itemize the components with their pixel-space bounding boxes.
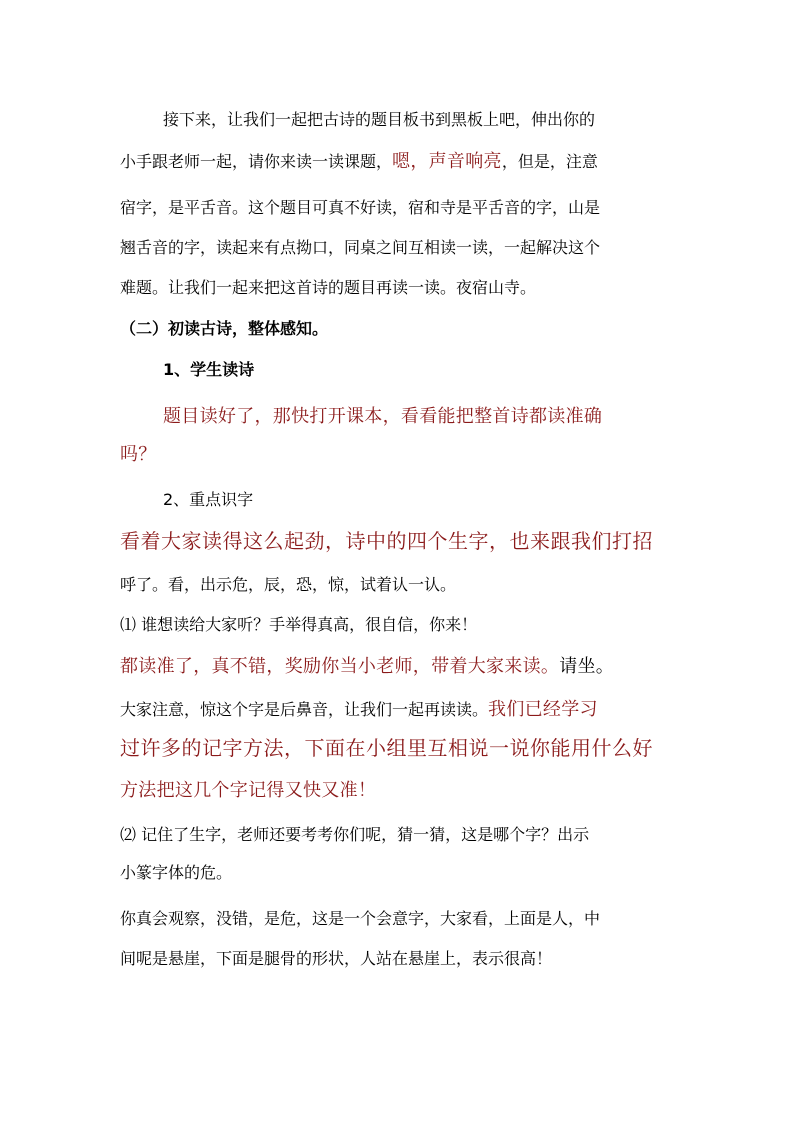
text-run-emphasis: 看着大家读得这么起劲，诗中的四个生字，也来跟我们打招 <box>120 529 653 553</box>
text-run-emphasis: 题目读好了，那快打开课本，看看能把整首诗都读准确 <box>163 406 603 427</box>
paragraph-line <box>163 402 602 428</box>
paragraph-line <box>120 275 536 298</box>
text-run: ，但是，注意 <box>501 152 598 171</box>
text-run: 小篆字体的危。 <box>120 863 233 882</box>
text-run: ⑵ 记住了生字，老师还要考考你们呢，猜一猜，这是哪个字？出示 <box>120 825 590 844</box>
paragraph-line <box>120 732 653 761</box>
subsection-heading-text: 1、学生读诗 <box>163 360 255 379</box>
paragraph-line <box>120 195 600 218</box>
text-run: 接下来，让我们一起把古诗的题目板书到黑板上吧，伸出你的 <box>163 110 596 129</box>
text-run-emphasis: 我们已经学习 <box>488 699 598 720</box>
subsection-heading-text: 2、重点识字 <box>163 490 254 509</box>
text-run: 请坐。 <box>559 656 615 677</box>
text-run: 小手跟老师一起，请你来读一读课题， <box>120 152 393 171</box>
text-run: 难题。让我们一起来把这首诗的题目再读一读。夜宿山寺。 <box>120 278 537 297</box>
text-run-emphasis: 吗？ <box>120 444 157 465</box>
subsection-heading <box>163 487 253 510</box>
paragraph-line <box>120 860 232 883</box>
section-heading-text: （二）初读古诗，整体感知。 <box>120 319 329 338</box>
text-run: 宿字，是平舌音。这个题目可真不好读，宿和寺是平舌音的字，山是 <box>120 198 601 217</box>
paragraph-line <box>120 572 456 595</box>
paragraph-line <box>120 612 477 635</box>
text-run-emphasis: 过许多的记字方法，下面在小组里互相说一说你能用什么好 <box>120 736 653 760</box>
text-run: 呼了。看，出示危，辰，恐，惊，试着认一认。 <box>120 575 457 594</box>
paragraph-line <box>120 652 614 678</box>
paragraph-line <box>120 440 157 466</box>
text-run: 你真会观察，没错，是危，这是一个会意字，大家看，上面是人，中 <box>120 909 601 928</box>
section-heading <box>120 316 328 339</box>
paragraph-line <box>120 525 653 554</box>
text-run-emphasis: 方法把这几个字记得又快又准！ <box>120 780 377 801</box>
paragraph-line <box>120 946 552 969</box>
paragraph-line <box>120 147 598 173</box>
paragraph-line <box>120 906 600 929</box>
text-run-emphasis: 嗯，声音响亮 <box>392 151 502 172</box>
text-run: 大家注意，惊这个字是后鼻音，让我们一起再读读。 <box>120 700 489 719</box>
text-run: ⑴ 谁想读给大家听？手举得真高，很自信，你来！ <box>120 615 478 634</box>
paragraph-line <box>163 107 595 130</box>
paragraph-line <box>120 776 376 802</box>
text-run-emphasis: 都读准了，真不错，奖励你当小老师，带着大家来读。 <box>120 656 560 677</box>
paragraph-line <box>120 822 589 845</box>
paragraph-line <box>120 695 598 721</box>
paragraph-line <box>120 235 600 258</box>
text-run: 间呢是悬崖，下面是腿骨的形状，人站在悬崖上，表示很高！ <box>120 949 553 968</box>
text-run: 翘舌音的字，读起来有点拗口，同桌之间互相读一读，一起解决这个 <box>120 238 601 257</box>
subsection-heading <box>163 357 254 380</box>
